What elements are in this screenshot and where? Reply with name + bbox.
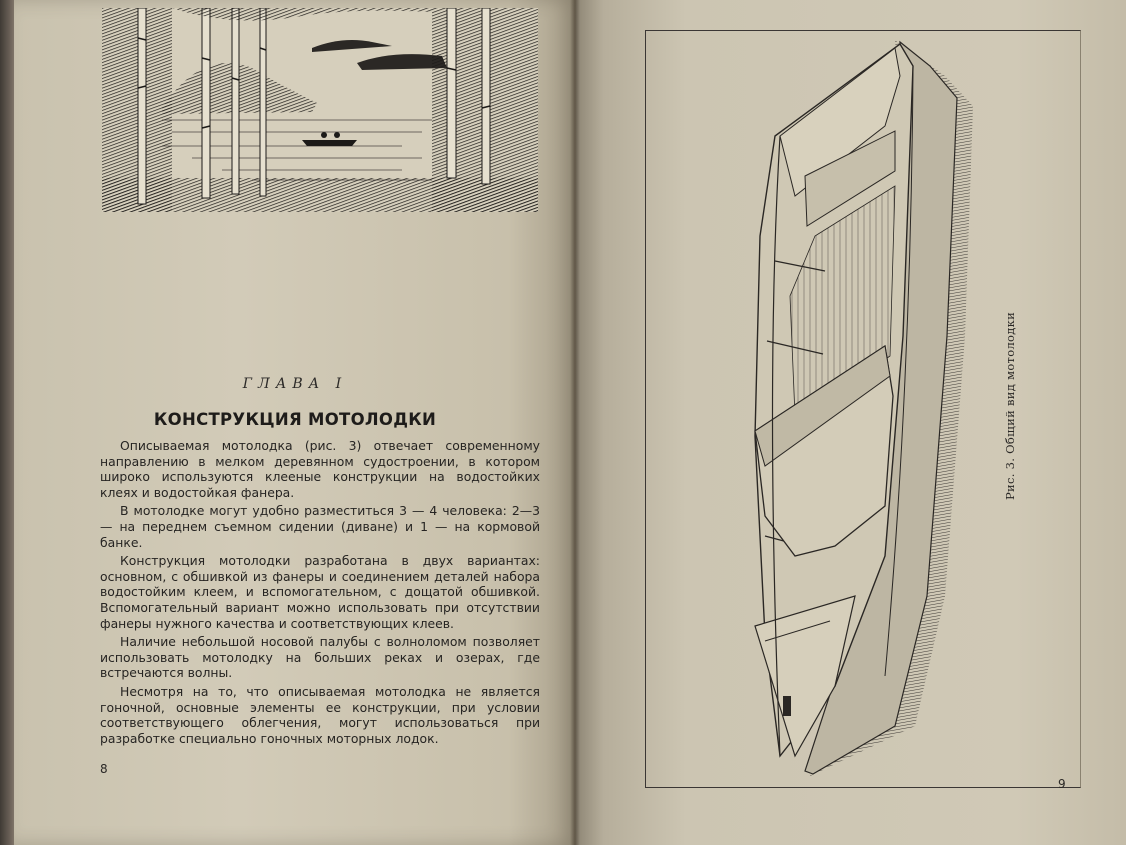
paragraph: В мотолодке могут удобно разместиться 3 — 4 человека: 2—3 — на переднем съемном сидении (диване) и 1 — на кормовой банке. bbox=[100, 503, 540, 550]
paragraph: Описываемая мотолодка (рис. 3) отвечает современному направлению в мелком деревянном судостроении, в котором широко используются клееные конструкции на водостойких клеях и водостойкая фанера. bbox=[100, 438, 540, 500]
page-number-right: 9 bbox=[1058, 777, 1066, 791]
paragraph: Наличие небольшой носовой палубы с волноломом позволяет использовать мотолодку на больших реках и озерах, где встречаются волны. bbox=[100, 634, 540, 681]
chapter-body bbox=[100, 438, 540, 749]
chapter-title: КОНСТРУКЦИЯ МОТОЛОДКИ bbox=[153, 410, 437, 429]
page-number-left: 8 bbox=[100, 762, 108, 776]
figure-caption: Рис. 3. Общий вид мотолодки bbox=[1003, 311, 1017, 500]
motorboat-drawing bbox=[735, 36, 975, 781]
lake-landscape-illustration bbox=[102, 8, 538, 212]
paragraph: Конструкция мотолодки разработана в двух вариантах: основном, с обшивкой из фанеры и соединением деталей набора водостойким клеем, и вспомогательном, с дощатой обшивкой. Вспомогательный вариант можно использовать при отсутствии фанеры нужного качества и соответствующих клеев. bbox=[100, 553, 540, 631]
chapter-label: ГЛАВА I bbox=[242, 376, 348, 392]
paragraph: Несмотря на то, что описываемая мотолодка не является гоночной, основные элементы ее конструкции, при условии соответствующего облегчения, могут использоваться при разработке специально гоночных моторных лодок. bbox=[100, 683, 540, 746]
